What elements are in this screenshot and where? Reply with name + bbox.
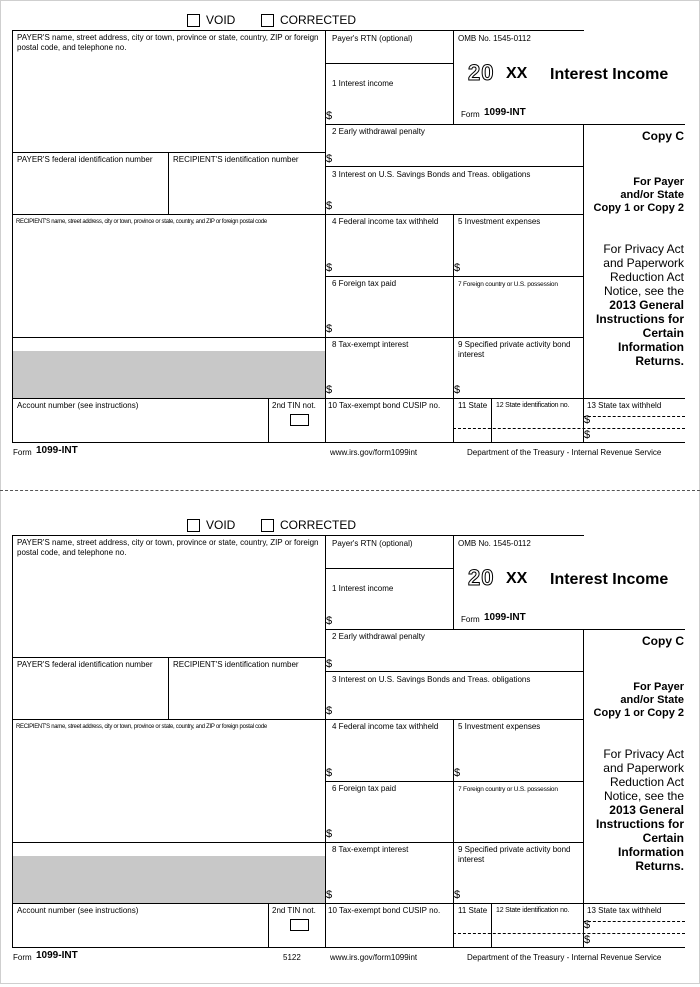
box5-field[interactable] xyxy=(454,228,583,276)
box3-dollar: $ xyxy=(326,200,333,212)
box12-label: 12 State identification no. xyxy=(496,402,570,409)
payer-name-label: PAYER'S name, street address, city or town, province or state, country, ZIP or foreign postal code, and telephone no. xyxy=(17,538,319,557)
tax-year-prefix: 20 xyxy=(468,60,495,85)
box9-label: 9 Specified private activity bond interest xyxy=(458,845,571,864)
box1-field[interactable] xyxy=(326,90,453,124)
privacy-line1: For Privacy Act xyxy=(603,242,684,256)
recipient-id-label: RECIPIENT'S identification number xyxy=(173,660,299,669)
form-number: 1099-INT xyxy=(484,107,526,118)
box13-label: 13 State tax withheld xyxy=(587,906,662,915)
box11-field[interactable] xyxy=(454,917,491,947)
for-payer-line1: For Payer xyxy=(633,176,684,188)
box3-field[interactable] xyxy=(326,686,583,719)
footer-form-number: 1099-INT xyxy=(36,445,78,456)
box3-field[interactable] xyxy=(326,181,583,214)
payer-rtn-label: Payer's RTN (optional) xyxy=(332,34,413,43)
void-checkbox[interactable] xyxy=(187,519,200,532)
footer-form-label: Form xyxy=(13,953,32,962)
void-checkbox[interactable] xyxy=(187,14,200,27)
box11-label: 11 State xyxy=(458,401,488,410)
box1-field[interactable] xyxy=(326,595,453,629)
footer-form-label: Form xyxy=(13,448,32,457)
tin-label: 2nd TIN not. xyxy=(272,401,316,410)
for-payer-line2: and/or State xyxy=(620,189,684,201)
footer-code: 5122 xyxy=(283,953,301,962)
privacy-line8: Information xyxy=(618,845,684,859)
privacy-line5: 2013 General xyxy=(609,803,684,817)
payer-fed-id-label: PAYER'S federal identification number xyxy=(17,155,153,164)
tax-year-prefix: 20 xyxy=(468,565,495,590)
payer-fed-id-field[interactable] xyxy=(13,166,168,214)
privacy-line9: Returns. xyxy=(635,354,684,368)
corrected-checkbox[interactable] xyxy=(261,519,274,532)
corrected-label: CORRECTED xyxy=(280,13,357,27)
box7-label: 7 Foreign country or U.S. possession xyxy=(458,786,558,793)
box2-dollar: $ xyxy=(326,658,333,670)
box7-field[interactable] xyxy=(454,290,583,337)
box13-field[interactable] xyxy=(592,917,684,947)
copy-label: Copy C xyxy=(642,129,684,143)
box8-dollar: $ xyxy=(326,889,333,901)
box5-label: 5 Investment expenses xyxy=(458,722,541,731)
box2-field[interactable] xyxy=(326,138,583,166)
box13-dollar-1: $ xyxy=(584,414,591,426)
tear-line xyxy=(0,490,700,491)
account-label: Account number (see instructions) xyxy=(17,401,139,410)
box6-label: 6 Foreign tax paid xyxy=(332,784,397,793)
privacy-line8: Information xyxy=(618,340,684,354)
box5-dollar: $ xyxy=(454,262,461,274)
privacy-line4: Notice, see the xyxy=(603,284,684,298)
box3-label: 3 Interest on U.S. Savings Bonds and Treas. obligations xyxy=(332,170,531,179)
box13-field[interactable] xyxy=(592,412,684,442)
box4-dollar: $ xyxy=(326,767,333,779)
box8-field[interactable] xyxy=(326,856,453,903)
box11-label: 11 State xyxy=(458,906,488,915)
shaded-area xyxy=(13,856,325,903)
box10-field[interactable] xyxy=(326,917,453,947)
box11-field[interactable] xyxy=(454,412,491,442)
payer-fed-id-label: PAYER'S federal identification number xyxy=(17,660,153,669)
privacy-line5: 2013 General xyxy=(609,298,684,312)
box9-field[interactable] xyxy=(454,867,583,903)
box8-label: 8 Tax-exempt interest xyxy=(332,845,409,854)
box4-field[interactable] xyxy=(326,733,453,781)
void-label: VOID xyxy=(206,518,236,532)
box6-label: 6 Foreign tax paid xyxy=(332,279,397,288)
form-number: 1099-INT xyxy=(484,612,526,623)
payer-name-field[interactable] xyxy=(13,55,325,151)
tin-label: 2nd TIN not. xyxy=(272,906,316,915)
form-title: Interest Income xyxy=(550,571,669,588)
void-label: VOID xyxy=(206,13,236,27)
recipient-name-field[interactable] xyxy=(13,733,325,856)
payer-rtn-field[interactable] xyxy=(326,44,453,63)
box6-field[interactable] xyxy=(326,795,453,842)
omb-number: OMB No. 1545-0112 xyxy=(458,34,531,43)
box13-dollar-2: $ xyxy=(584,429,591,441)
account-field[interactable] xyxy=(13,412,268,442)
shaded-area xyxy=(13,351,325,398)
box4-dollar: $ xyxy=(326,262,333,274)
for-payer-line3: Copy 1 or Copy 2 xyxy=(593,707,684,719)
corrected-checkbox[interactable] xyxy=(261,14,274,27)
privacy-line7: Certain xyxy=(642,326,684,340)
tin-checkbox[interactable] xyxy=(290,414,309,426)
tin-checkbox[interactable] xyxy=(290,919,309,931)
box2-label: 2 Early withdrawal penalty xyxy=(332,127,425,136)
for-payer-line3: Copy 1 or Copy 2 xyxy=(593,202,684,214)
payer-rtn-field[interactable] xyxy=(326,549,453,568)
footer-url: www.irs.gov/form1099int xyxy=(330,448,418,457)
box8-field[interactable] xyxy=(326,351,453,398)
box13-dollar-2: $ xyxy=(584,934,591,946)
box3-dollar: $ xyxy=(326,705,333,717)
box12-field[interactable] xyxy=(492,917,583,947)
account-label: Account number (see instructions) xyxy=(17,906,139,915)
box9-dollar: $ xyxy=(454,889,461,901)
footer-dept: Department of the Treasury - Internal Revenue Service xyxy=(467,953,662,962)
box10-label: 10 Tax-exempt bond CUSIP no. xyxy=(328,401,441,410)
account-field[interactable] xyxy=(13,917,268,947)
privacy-line1: For Privacy Act xyxy=(603,747,684,761)
privacy-line6: Instructions for xyxy=(595,312,684,326)
payer-name-label: PAYER'S name, street address, city or town, province or state, country, ZIP or foreign postal code, and telephone no. xyxy=(17,33,319,52)
recipient-name-label: RECIPIENT'S name, street address, city or town, province or state, country, and ZIP or foreign postal code xyxy=(16,219,267,225)
footer-dept: Department of the Treasury - Internal Revenue Service xyxy=(467,448,662,457)
privacy-line6: Instructions for xyxy=(595,817,684,831)
box7-label: 7 Foreign country or U.S. possession xyxy=(458,281,558,288)
box7-field[interactable] xyxy=(454,795,583,842)
box9-field[interactable] xyxy=(454,362,583,398)
recipient-name-label: RECIPIENT'S name, street address, city or town, province or state, country, and ZIP or foreign postal code xyxy=(16,724,267,730)
box5-field[interactable] xyxy=(454,733,583,781)
box8-dollar: $ xyxy=(326,384,333,396)
box13-dollar-1: $ xyxy=(584,919,591,931)
privacy-line9: Returns. xyxy=(635,859,684,873)
footer-url: www.irs.gov/form1099int xyxy=(330,953,418,962)
box3-label: 3 Interest on U.S. Savings Bonds and Treas. obligations xyxy=(332,675,531,684)
box1-dollar: $ xyxy=(326,110,333,122)
box1-dollar: $ xyxy=(326,615,333,627)
box9-label: 9 Specified private activity bond interest xyxy=(458,340,571,359)
tax-year-suffix: XX xyxy=(506,65,528,82)
box9-dollar: $ xyxy=(454,384,461,396)
form-1099-int-bottom xyxy=(0,515,700,987)
for-payer-line1: For Payer xyxy=(633,681,684,693)
box2-dollar: $ xyxy=(326,153,333,165)
box5-dollar: $ xyxy=(454,767,461,779)
payer-rtn-label: Payer's RTN (optional) xyxy=(332,539,413,548)
omb-number: OMB No. 1545-0112 xyxy=(458,539,531,548)
box4-label: 4 Federal income tax withheld xyxy=(332,217,439,226)
form-label: Form xyxy=(461,615,480,624)
recipient-id-field[interactable] xyxy=(169,671,325,719)
tax-year-suffix: XX xyxy=(506,570,528,587)
form-1099-int-top xyxy=(0,10,700,482)
privacy-line2: and Paperwork xyxy=(603,761,684,775)
box12-label: 12 State identification no. xyxy=(496,907,570,914)
privacy-line3: Reduction Act xyxy=(609,270,684,284)
box10-field[interactable] xyxy=(326,412,453,442)
box2-field[interactable] xyxy=(326,643,583,671)
box6-dollar: $ xyxy=(326,323,333,335)
box6-dollar: $ xyxy=(326,828,333,840)
box2-label: 2 Early withdrawal penalty xyxy=(332,632,425,641)
recipient-name-field[interactable] xyxy=(13,228,325,351)
box10-label: 10 Tax-exempt bond CUSIP no. xyxy=(328,906,441,915)
form-title: Interest Income xyxy=(550,66,669,83)
box1-label: 1 Interest income xyxy=(332,79,394,88)
payer-name-field[interactable] xyxy=(13,560,325,656)
box12-field[interactable] xyxy=(492,412,583,442)
privacy-line4: Notice, see the xyxy=(603,789,684,803)
privacy-line3: Reduction Act xyxy=(609,775,684,789)
box6-field[interactable] xyxy=(326,290,453,337)
form-label: Form xyxy=(461,110,480,119)
corrected-label: CORRECTED xyxy=(280,518,357,532)
privacy-line2: and Paperwork xyxy=(603,256,684,270)
box8-label: 8 Tax-exempt interest xyxy=(332,340,409,349)
footer-form-number: 1099-INT xyxy=(36,950,78,961)
box4-label: 4 Federal income tax withheld xyxy=(332,722,439,731)
copy-label: Copy C xyxy=(642,634,684,648)
payer-fed-id-field[interactable] xyxy=(13,671,168,719)
box13-label: 13 State tax withheld xyxy=(587,401,662,410)
recipient-id-label: RECIPIENT'S identification number xyxy=(173,155,299,164)
recipient-id-field[interactable] xyxy=(169,166,325,214)
box4-field[interactable] xyxy=(326,228,453,276)
privacy-line7: Certain xyxy=(642,831,684,845)
box5-label: 5 Investment expenses xyxy=(458,217,541,226)
for-payer-line2: and/or State xyxy=(620,694,684,706)
box1-label: 1 Interest income xyxy=(332,584,394,593)
